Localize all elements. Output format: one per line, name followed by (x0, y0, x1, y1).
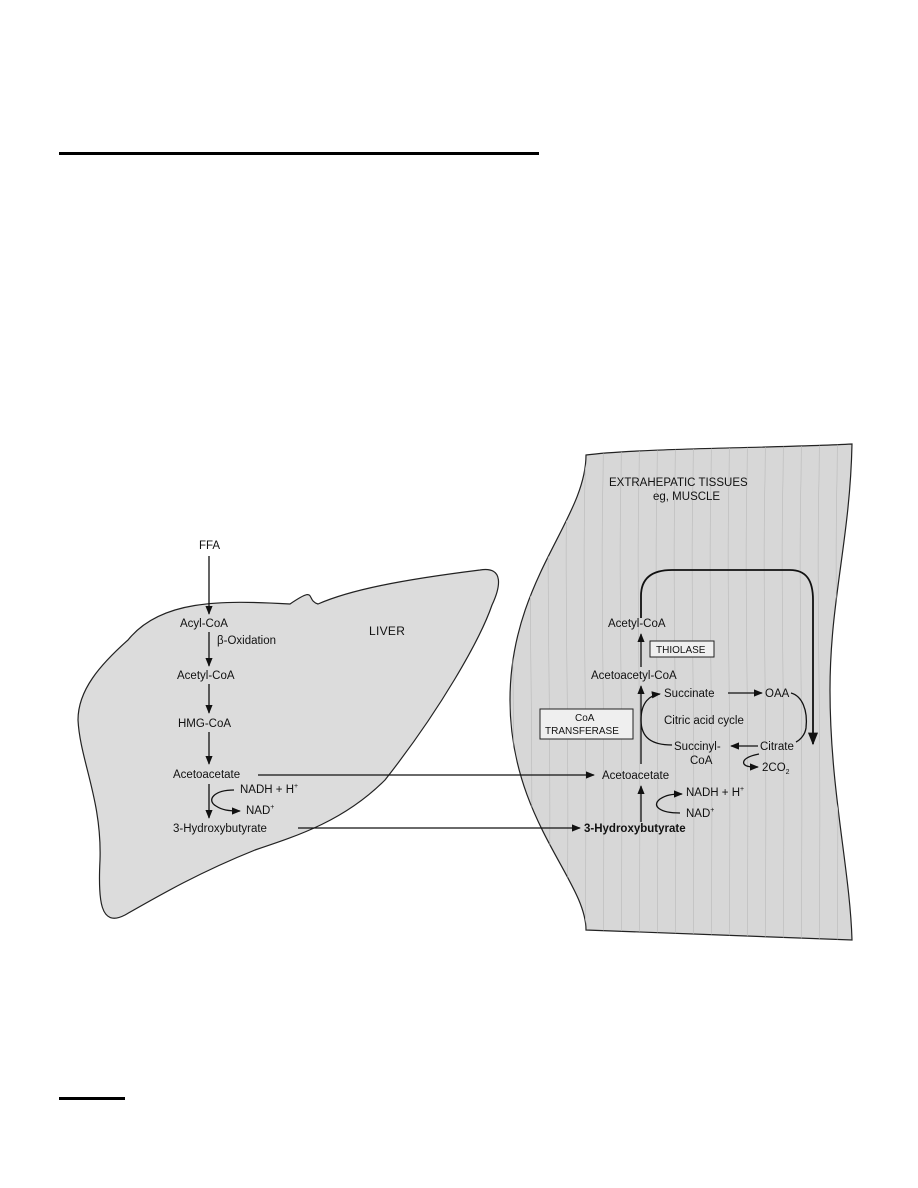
label-extrahepatic-subtitle: eg, MUSCLE (653, 491, 721, 503)
label-tissue-acetoacetate: Acetoacetate (602, 770, 670, 782)
liver-shape (78, 570, 499, 919)
label-co2: $2CO_2$ (762, 762, 790, 776)
label-liver-acyl-coa: Acyl-CoA (180, 618, 228, 630)
label-beta-oxidation: β-Oxidation (217, 635, 277, 647)
label-liver-nad: NAD+ (246, 804, 275, 817)
label-tissue-hydroxybutyrate: 3-Hydroxybutyrate (584, 823, 686, 835)
label-acetoacetyl-coa: Acetoacetyl-CoA (591, 670, 677, 682)
label-tissue-nadh: NADH + H+ (686, 786, 745, 799)
label-succinyl-coa: CoA (690, 755, 713, 767)
label-liver-acetoacetate: Acetoacetate (173, 769, 241, 781)
label-coa: CoA (575, 713, 595, 724)
label-succinyl: Succinyl- (674, 741, 721, 753)
label-tissue-acetyl-coa: Acetyl-CoA (608, 618, 666, 630)
label-extrahepatic-title: EXTRAHEPATIC TISSUES (609, 477, 748, 489)
label-succinate: Succinate (664, 688, 715, 700)
label-liver-hydroxybutyrate: 3-Hydroxybutyrate (173, 823, 267, 835)
label-hmg-coa: HMG-CoA (178, 718, 232, 730)
label-citric-acid-cycle: Citric acid cycle (664, 715, 744, 727)
label-oaa: OAA (765, 688, 790, 700)
label-liver-acetyl-coa: Acetyl-CoA (177, 670, 235, 682)
label-citrate: Citrate (760, 741, 794, 753)
label-ffa: FFA (199, 540, 221, 552)
label-tissue-nad: NAD+ (686, 807, 715, 820)
label-liver: LIVER (369, 624, 406, 638)
label-thiolase: THIOLASE (656, 645, 706, 656)
label-transferase: TRANSFERASE (545, 726, 619, 737)
label-liver-nadh: NADH + H+ (240, 783, 299, 796)
